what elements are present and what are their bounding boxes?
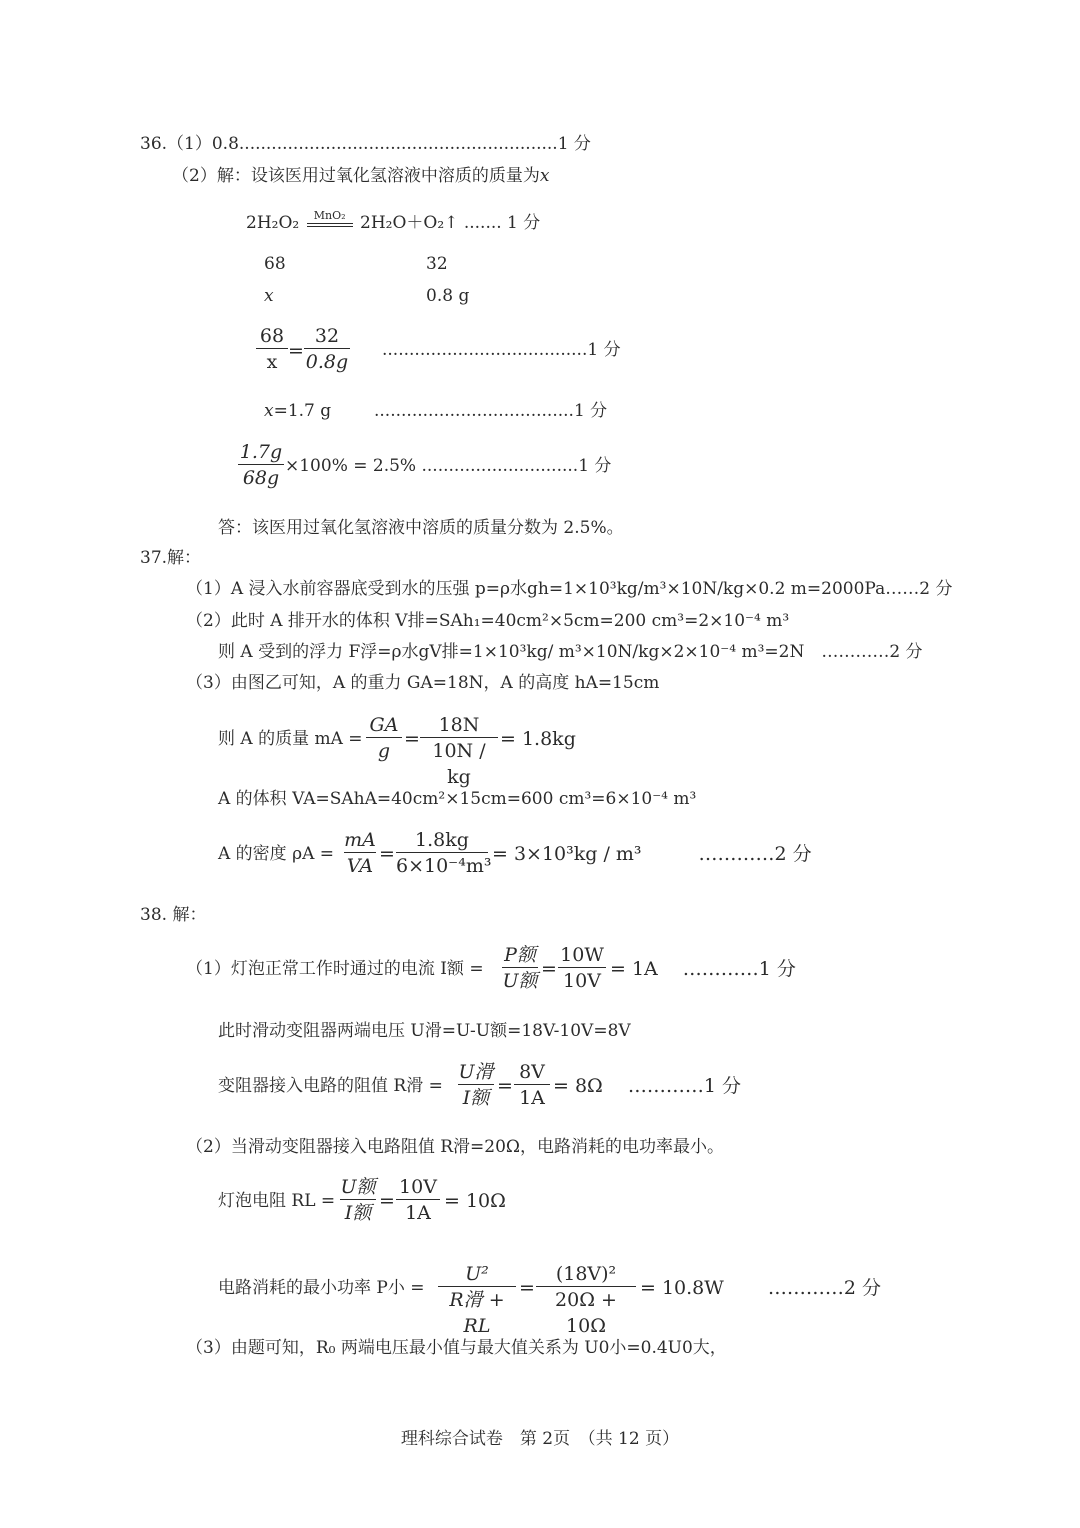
q37-density-den1: VA xyxy=(346,855,374,877)
q37-mass-label: 则 A 的质量 mA = xyxy=(218,729,363,749)
q38-current-num2: 10W xyxy=(560,944,604,966)
q38-current-den1: U额 xyxy=(502,970,538,992)
q37-mass-num2: 18N xyxy=(438,714,480,736)
q36-prop-den2: 0.8g xyxy=(305,351,349,373)
q36-equation xyxy=(246,208,541,235)
q38-power-eq: = xyxy=(519,1277,535,1299)
q36-prop-num1: 68 xyxy=(259,325,285,347)
q36-result-score: .....................................1 分 xyxy=(374,401,608,421)
q38-current-label: （1）灯泡正常工作时通过的电流 I额 = xyxy=(186,959,484,979)
q37-head: 37.解： xyxy=(140,548,202,568)
q38-part3: （3）由题可知，R₀ 两端电压最小值与最大值关系为 U0小=0.4U0大， xyxy=(186,1338,727,1358)
q37-density-label: A 的密度 ρA = xyxy=(218,844,335,864)
q36-result-var: x xyxy=(264,401,274,421)
q38-resist-den2: 1A xyxy=(519,1087,545,1109)
q36-prop-eq: = xyxy=(288,340,304,362)
q36-catalyst-arrow xyxy=(305,208,355,235)
q38-current-frac1 xyxy=(502,943,538,994)
q37-mass-frac1 xyxy=(366,713,402,764)
q36-result-val: =1.7 g xyxy=(273,401,332,421)
page-footer: 理科综合试卷 第 2页 （共 12 页） xyxy=(400,1429,680,1449)
q38-voltage-line: 此时滑动变阻器两端电压 U滑=U-U额=18V-10V=8V xyxy=(218,1021,631,1041)
q38-lamp-result: = 10Ω xyxy=(444,1190,506,1212)
q38-current-result: = 1A …………1 分 xyxy=(610,958,796,980)
q38-current-eq: = xyxy=(541,958,557,980)
q38-lamp-label: 灯泡电阻 RL = xyxy=(218,1191,336,1211)
q38-lamp-eq: = xyxy=(379,1190,395,1212)
q36-val-b: 0.8 g xyxy=(426,286,470,306)
q36-pct-den: 68g xyxy=(242,467,280,489)
q37-mass-num1: GA xyxy=(369,714,399,736)
q36-part2-intro xyxy=(172,165,549,187)
q36-eq-left: 2H₂O₂ xyxy=(246,213,300,233)
q36-catalyst: MnO₂ xyxy=(313,208,346,222)
q37-mass-den1: g xyxy=(377,740,391,762)
q38-lamp-frac2 xyxy=(396,1175,440,1226)
q37-density-den2: 6×10⁻⁴m³ xyxy=(396,855,492,877)
q36-pct-num: 1.7g xyxy=(239,441,283,463)
q38-lamp-den1: I额 xyxy=(344,1202,372,1224)
q37-density-num2: 1.8kg xyxy=(415,829,469,851)
q37-mass-frac2 xyxy=(420,713,498,790)
q37-part3: （3）由图乙可知，A 的重力 GA=18N，A 的高度 hA=15cm xyxy=(186,673,660,693)
q36-part2-var: x xyxy=(539,166,550,186)
q38-resist-eq: = xyxy=(497,1075,513,1097)
q38-resist-result: = 8Ω …………1 分 xyxy=(553,1075,741,1097)
q38-power-label: 电路消耗的最小功率 P小 = xyxy=(218,1278,425,1298)
q37-density-result: = 3×10³kg / m³ …………2 分 xyxy=(492,843,812,865)
q38-power-frac1 xyxy=(438,1262,516,1339)
q36-part1: 36.（1）0.8...........................................................1 分 xyxy=(140,134,591,154)
q37-volume: A 的体积 VA=SAhA=40cm²×15cm=600 cm³=6×10⁻⁴ m³ xyxy=(218,789,697,809)
q36-pct-frac xyxy=(238,440,284,491)
q38-part2: （2）当滑动变阻器接入电路阻值 R滑=20Ω，电路消耗的电功率最小。 xyxy=(186,1137,724,1157)
q38-current-den2: 10V xyxy=(563,970,601,992)
q36-eq-right: 2H₂O＋O₂↑ ....... 1 分 xyxy=(360,213,541,233)
q38-power-den2: 20Ω + 10Ω xyxy=(555,1289,617,1337)
q37-part2a: （2）此时 A 排开水的体积 V排=SAh₁=40cm²×5cm=200 cm³=2×10⁻⁴ m³ xyxy=(186,611,790,631)
q38-resist-num1: U滑 xyxy=(458,1061,494,1083)
q37-density-frac2 xyxy=(396,828,492,879)
q38-resist-frac1 xyxy=(458,1060,494,1111)
q37-density-num1: mA xyxy=(344,829,376,851)
q37-mass-result: = 1.8kg xyxy=(500,728,576,750)
q36-mass-a: 68 xyxy=(264,254,286,274)
q36-answer: 答：该医用过氧化氢溶液中溶质的质量分数为 2.5%。 xyxy=(218,518,624,538)
q38-resist-label: 变阻器接入电路的阻值 R滑 = xyxy=(218,1076,443,1096)
q38-lamp-frac1 xyxy=(340,1175,376,1226)
q38-head: 38. 解： xyxy=(140,905,207,925)
q38-resist-frac2 xyxy=(514,1060,550,1111)
q36-prop-frac1 xyxy=(256,324,288,375)
q36-result xyxy=(264,400,331,422)
q36-part2-text: （2）解：设该医用过氧化氢溶液中溶质的质量为 xyxy=(172,166,540,186)
q38-resist-num2: 8V xyxy=(519,1061,545,1083)
q37-density-frac1 xyxy=(344,828,376,879)
q36-mass-b: 32 xyxy=(426,254,448,274)
q37-part1: （1）A 浸入水前容器底受到水的压强 p=ρ水gh=1×10³kg/m³×10N/kg×0.2 m=2000Pa……2 分 xyxy=(186,579,953,599)
q37-mass-eq: = xyxy=(404,728,420,750)
q38-lamp-num1: U额 xyxy=(340,1176,376,1198)
q36-prop-score: ......................................1 分 xyxy=(382,340,621,360)
q38-power-num1: U² xyxy=(465,1263,489,1285)
q37-mass-den2: 10N / kg xyxy=(432,740,486,788)
q36-pct-rest: ×100% = 2.5% .............................1 分 xyxy=(285,456,612,476)
q38-power-num2: (18V)² xyxy=(555,1263,617,1285)
q38-power-frac2 xyxy=(536,1262,636,1339)
q36-prop-den1: x xyxy=(266,351,278,373)
q38-current-frac2 xyxy=(558,943,606,994)
q36-prop-frac2 xyxy=(304,324,350,375)
q38-current-num1: P额 xyxy=(504,944,536,966)
q38-power-result: = 10.8W …………2 分 xyxy=(640,1277,881,1299)
q38-power-den1: R滑 + RL xyxy=(449,1289,505,1337)
q36-var-a: x xyxy=(264,286,274,306)
q36-prop-num2: 32 xyxy=(314,325,340,347)
q38-lamp-num2: 10V xyxy=(399,1176,437,1198)
q38-lamp-den2: 1A xyxy=(405,1202,431,1224)
q37-density-eq: = xyxy=(379,843,395,865)
q37-part2b: 则 A 受到的浮力 F浮=ρ水gV排=1×10³kg/ m³×10N/kg×2×10⁻⁴ m³=2N …………2 分 xyxy=(218,642,923,662)
q38-resist-den1: I额 xyxy=(462,1087,490,1109)
